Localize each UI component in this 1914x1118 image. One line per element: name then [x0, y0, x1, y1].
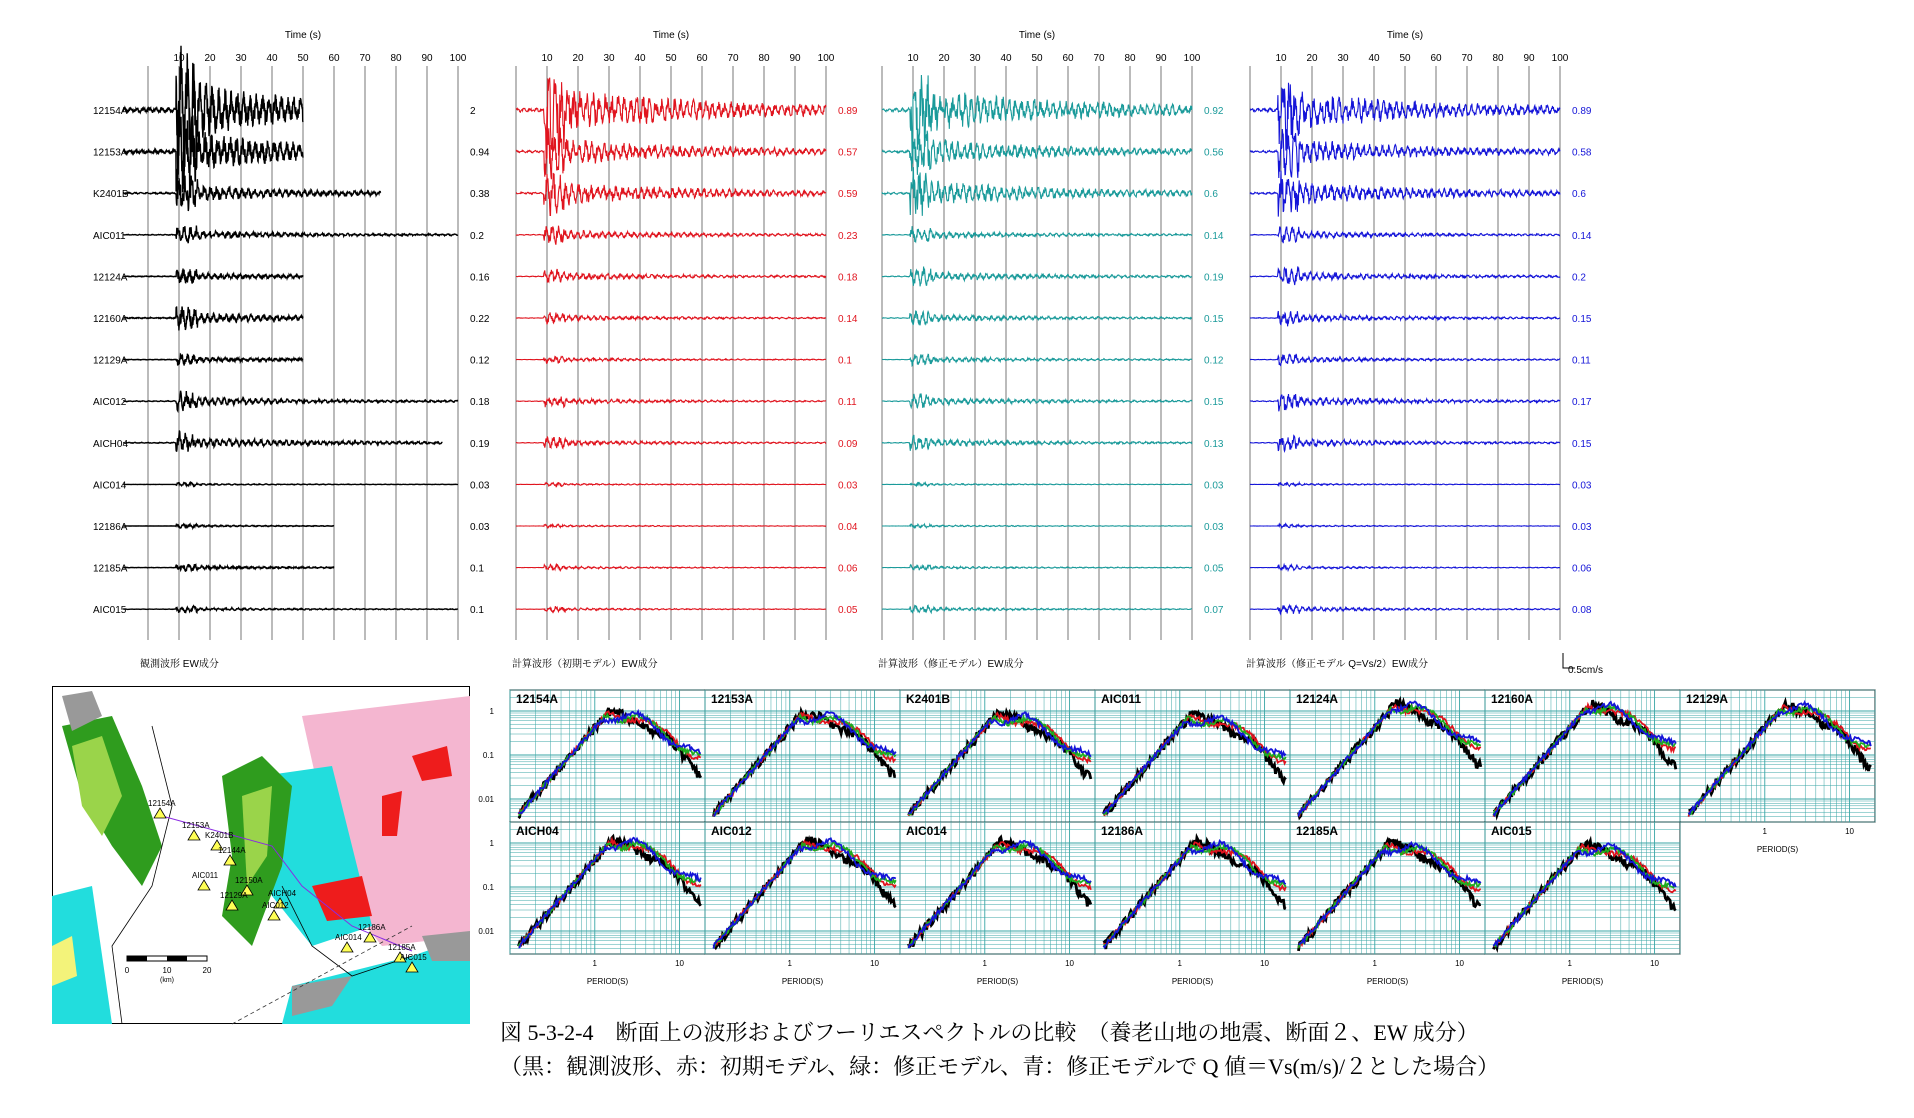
- station-label: 12129A: [93, 355, 128, 367]
- max-amplitude-label: 0.15: [1204, 397, 1224, 409]
- max-amplitude-label: 0.2: [1572, 272, 1586, 284]
- max-amplitude-label: 0.03: [838, 480, 858, 492]
- time-tick-label: 40: [1000, 53, 1012, 64]
- time-tick-label: 50: [1399, 53, 1411, 64]
- station-map: [52, 686, 470, 1024]
- time-tick-label: 50: [1031, 53, 1043, 64]
- time-tick-label: 30: [1337, 53, 1349, 64]
- waveform-trace: [123, 391, 458, 411]
- spectrum-panel: [1290, 690, 1485, 822]
- map-station-label: 12144A: [218, 846, 246, 855]
- max-amplitude-label: 0.03: [1204, 522, 1224, 533]
- time-tick-label: 80: [1492, 53, 1504, 64]
- panel-footer-label: 計算波形（初期モデル）EW成分: [512, 659, 658, 670]
- map-station-label: AIC014: [335, 933, 362, 942]
- max-amplitude-label: 0.89: [838, 106, 858, 117]
- spectrum-y-tick-label: 0.01: [478, 926, 494, 936]
- time-tick-label: 100: [1551, 53, 1569, 64]
- spectrum-x-tick-label: 10: [1260, 959, 1270, 968]
- spectrum-station-label: 12186A: [1101, 824, 1144, 838]
- time-tick-label: 80: [1124, 53, 1136, 64]
- spectrum-station-label: 12124A: [1296, 692, 1339, 706]
- time-axis-label: Time (s): [284, 30, 322, 41]
- spectrum-station-label: 12154A: [516, 692, 559, 706]
- time-tick-label: 60: [1430, 53, 1442, 64]
- station-label: 12186A: [93, 522, 128, 533]
- scale-unit-label: (km): [160, 977, 174, 984]
- spectrum-panel: [900, 690, 1095, 822]
- spectrum-x-tick-label: 10: [1845, 827, 1855, 836]
- time-tick-label: 60: [328, 53, 340, 64]
- waveform-panel-modified-model-q: [1246, 30, 1592, 670]
- max-amplitude-label: 0.18: [470, 397, 490, 409]
- max-amplitude-label: 0.03: [1572, 522, 1592, 533]
- waveform-panel-observed: [93, 30, 490, 670]
- spectrum-y-tick-label: 1: [489, 706, 494, 716]
- scale-bar-segment: [127, 956, 147, 961]
- spectrum-station-label: AIC012: [711, 824, 752, 838]
- time-tick-label: 20: [938, 53, 950, 64]
- waveform-trace: [123, 482, 458, 486]
- max-amplitude-label: 0.08: [1572, 605, 1592, 617]
- time-tick-label: 70: [1461, 53, 1473, 64]
- time-tick-label: 40: [266, 53, 278, 64]
- map-station-label: 12129A: [220, 891, 248, 900]
- time-axis-label: Time (s): [652, 30, 690, 41]
- time-tick-label: 10: [907, 53, 919, 64]
- scale-bar-label: 0.5cm/s: [1568, 665, 1604, 676]
- max-amplitude-label: 0.03: [470, 522, 490, 533]
- map-station-label: AIC015: [400, 953, 427, 962]
- time-tick-label: 20: [572, 53, 584, 64]
- spectrum-x-axis-label: PERIOD(S): [1171, 977, 1214, 986]
- max-amplitude-label: 0.23: [838, 230, 858, 242]
- panel-footer-label: 計算波形（修正モデル Q=Vs/2）EW成分: [1246, 659, 1429, 670]
- spectrum-station-label: 12153A: [711, 692, 754, 706]
- max-amplitude-label: 0.89: [1572, 106, 1592, 117]
- max-amplitude-label: 0.03: [1204, 480, 1224, 492]
- spectrum-y-tick-label: 0.01: [478, 794, 494, 804]
- spectrum-x-tick-label: 1: [787, 959, 793, 968]
- max-amplitude-label: 0.15: [1572, 438, 1592, 450]
- spectrum-y-tick-label: 1: [489, 838, 494, 848]
- spectrum-x-tick-label: 10: [1650, 959, 1660, 968]
- spectrum-panel: [1095, 822, 1290, 986]
- time-tick-label: 50: [665, 53, 677, 64]
- max-amplitude-label: 0.59: [838, 189, 858, 201]
- max-amplitude-label: 0.18: [838, 272, 858, 284]
- scale-tick-label: 20: [202, 966, 212, 975]
- station-label: 12153A: [93, 147, 128, 159]
- max-amplitude-label: 0.19: [470, 438, 490, 450]
- time-tick-label: 90: [421, 53, 433, 64]
- waveform-trace: [123, 306, 303, 330]
- time-tick-label: 90: [1155, 53, 1167, 64]
- waveform-trace: [123, 269, 303, 284]
- time-tick-label: 100: [449, 53, 467, 64]
- station-label: 12154A: [93, 106, 128, 117]
- spectrum-station-label: AIC014: [906, 824, 947, 838]
- time-tick-label: 10: [173, 53, 185, 64]
- max-amplitude-label: 0.11: [1572, 355, 1591, 367]
- station-label: 12160A: [93, 314, 128, 325]
- spectrum-station-label: AIC015: [1491, 824, 1532, 838]
- station-label: AIC011: [93, 230, 126, 242]
- spectrum-x-tick-label: 10: [870, 959, 880, 968]
- max-amplitude-label: 0.09: [838, 438, 858, 450]
- time-tick-label: 60: [696, 53, 708, 64]
- map-station-label: 12186A: [358, 923, 386, 932]
- spectrum-panel: [1485, 690, 1680, 822]
- max-amplitude-label: 0.05: [1204, 563, 1224, 575]
- max-amplitude-label: 0.1: [470, 563, 484, 575]
- time-tick-label: 60: [1062, 53, 1074, 64]
- time-tick-label: 90: [1523, 53, 1535, 64]
- spectrum-y-tick-label: 0.1: [482, 882, 494, 892]
- spectrum-station-label: 12129A: [1686, 692, 1729, 706]
- spectrum-x-tick-label: 1: [592, 959, 598, 968]
- spectrum-x-axis-label: PERIOD(S): [586, 977, 629, 986]
- time-tick-label: 10: [541, 53, 553, 64]
- map-station-label: K2401B: [205, 831, 234, 840]
- max-amplitude-label: 0.17: [1572, 397, 1592, 409]
- max-amplitude-label: 0.12: [470, 355, 490, 367]
- max-amplitude-label: 0.56: [1204, 147, 1224, 159]
- max-amplitude-label: 0.1: [838, 355, 852, 367]
- waveform-panel-initial-model: [512, 30, 858, 670]
- figure-caption-line2: （黒：観測波形、赤：初期モデル、緑：修正モデル、青：修正モデルで Q 値＝Vs(m/s)/２とした場合）: [500, 1054, 1500, 1079]
- spectrum-x-axis-label: PERIOD(S): [976, 977, 1019, 986]
- time-tick-label: 90: [789, 53, 801, 64]
- max-amplitude-label: 0.92: [1204, 106, 1224, 117]
- time-tick-label: 70: [359, 53, 371, 64]
- spectrum-station-label: AIC011: [1101, 692, 1142, 706]
- spectrum-panel: [1095, 690, 1290, 822]
- max-amplitude-label: 0.11: [838, 397, 857, 409]
- scale-tick-label: 10: [162, 966, 172, 975]
- waveform-trace: [123, 564, 334, 572]
- spectrum-x-tick-label: 10: [1455, 959, 1465, 968]
- spectrum-y-tick-label: 0.1: [482, 750, 494, 760]
- panel-footer-label: 観測波形 EW成分: [140, 659, 219, 670]
- spectrum-station-label: AICH04: [516, 824, 559, 838]
- station-label: 12185A: [93, 563, 128, 575]
- waveform-trace: [123, 524, 334, 528]
- time-tick-label: 40: [634, 53, 646, 64]
- max-amplitude-label: 0.04: [838, 522, 858, 533]
- max-amplitude-label: 0.06: [1572, 563, 1592, 575]
- spectrum-x-tick-label: 1: [982, 959, 988, 968]
- time-axis-label: Time (s): [1386, 30, 1424, 41]
- scale-bar-segment: [167, 956, 187, 961]
- panel-footer-label: 計算波形（修正モデル）EW成分: [878, 659, 1024, 670]
- time-tick-label: 80: [758, 53, 770, 64]
- max-amplitude-label: 0.15: [1572, 314, 1592, 325]
- time-tick-label: 70: [1093, 53, 1105, 64]
- waveform-trace: [123, 354, 303, 366]
- scale-tick-label: 0: [124, 966, 130, 975]
- spectrum-panel: [1290, 822, 1485, 986]
- station-label: K2401B: [93, 189, 129, 201]
- time-tick-label: 80: [390, 53, 402, 64]
- map-station-label: AIC011: [192, 871, 219, 880]
- waveform-trace: [123, 431, 442, 452]
- time-tick-label: 100: [1183, 53, 1201, 64]
- spectrum-x-axis-label: PERIOD(S): [1366, 977, 1409, 986]
- map-station-label: 12185A: [388, 943, 416, 952]
- time-tick-label: 30: [969, 53, 981, 64]
- max-amplitude-label: 0.14: [838, 314, 858, 325]
- spectrum-x-axis-label: PERIOD(S): [1561, 977, 1604, 986]
- spectrum-station-label: 12185A: [1296, 824, 1339, 838]
- spectrum-x-tick-label: 1: [1177, 959, 1183, 968]
- max-amplitude-label: 0.14: [1204, 230, 1224, 242]
- time-tick-label: 70: [727, 53, 739, 64]
- spectrum-station-label: K2401B: [906, 692, 951, 706]
- station-label: AIC014: [93, 480, 127, 492]
- max-amplitude-label: 0.07: [1204, 605, 1224, 617]
- spectrum-x-tick-label: 1: [1762, 827, 1768, 836]
- time-tick-label: 20: [1306, 53, 1318, 64]
- max-amplitude-label: 0.6: [1204, 189, 1218, 201]
- station-label: AIC012: [93, 397, 127, 409]
- fourier-spectra: [480, 686, 1914, 1006]
- spectrum-panel: [1680, 690, 1875, 854]
- time-axis-label: Time (s): [1018, 30, 1056, 41]
- max-amplitude-label: 0.58: [1572, 147, 1592, 159]
- max-amplitude-label: 0.13: [1204, 438, 1224, 450]
- time-tick-label: 20: [204, 53, 216, 64]
- station-label: 12124A: [93, 272, 128, 284]
- max-amplitude-label: 0.14: [1572, 230, 1592, 242]
- spectrum-station-label: 12160A: [1491, 692, 1534, 706]
- spectrum-x-tick-label: 1: [1567, 959, 1573, 968]
- waveform-trace: [123, 112, 303, 195]
- map-station-label: 12153A: [182, 821, 210, 830]
- time-tick-label: 50: [297, 53, 309, 64]
- waveform-trace: [123, 226, 458, 244]
- spectrum-panel: [1485, 822, 1680, 986]
- map-station-label: AIC012: [262, 901, 289, 910]
- time-tick-label: 40: [1368, 53, 1380, 64]
- amplitude-scale-bar: [1563, 653, 1603, 676]
- time-tick-label: 30: [235, 53, 247, 64]
- spectrum-panel: [478, 690, 705, 822]
- time-tick-label: 10: [1275, 53, 1287, 64]
- spectrum-panel: [478, 822, 705, 986]
- time-tick-label: 100: [817, 53, 835, 64]
- max-amplitude-label: 0.57: [838, 147, 858, 159]
- map-station-label: AICH04: [268, 889, 297, 898]
- figure-caption-line1: 図 5-3-2-4 断面上の波形およびフーリエスペクトルの比較 （養老山地の地震、断面２、EW 成分）: [500, 1020, 1479, 1045]
- spectrum-panel: [900, 822, 1095, 986]
- waveform-trace: [123, 606, 458, 613]
- max-amplitude-label: 0.03: [470, 480, 490, 492]
- max-amplitude-label: 0.19: [1204, 272, 1224, 284]
- time-tick-label: 30: [603, 53, 615, 64]
- max-amplitude-label: 0.16: [470, 272, 490, 284]
- max-amplitude-label: 0.38: [470, 189, 490, 201]
- spectrum-x-tick-label: 10: [1065, 959, 1075, 968]
- max-amplitude-label: 0.12: [1204, 355, 1224, 367]
- spectrum-x-tick-label: 1: [1372, 959, 1378, 968]
- max-amplitude-label: 0.22: [470, 314, 490, 325]
- spectrum-x-axis-label: PERIOD(S): [1756, 845, 1799, 854]
- station-label: AICH04: [93, 438, 129, 450]
- waveform-trace: [123, 176, 380, 211]
- waveform-panel-modified-model: [878, 30, 1224, 670]
- max-amplitude-label: 0.03: [1572, 480, 1592, 492]
- spectrum-panel: [705, 690, 900, 822]
- max-amplitude-label: 2: [470, 106, 476, 117]
- spectrum-panel: [705, 822, 900, 986]
- max-amplitude-label: 0.1: [470, 605, 484, 617]
- spectrum-x-axis-label: PERIOD(S): [781, 977, 824, 986]
- max-amplitude-label: 0.2: [470, 230, 484, 242]
- max-amplitude-label: 0.6: [1572, 189, 1586, 201]
- max-amplitude-label: 0.06: [838, 563, 858, 575]
- max-amplitude-label: 0.94: [470, 147, 490, 159]
- max-amplitude-label: 0.05: [838, 605, 858, 617]
- station-label: AIC015: [93, 605, 127, 617]
- map-station-label: 12154A: [148, 799, 176, 808]
- max-amplitude-label: 0.15: [1204, 314, 1224, 325]
- map-station-label: 12150A: [235, 876, 263, 885]
- spectrum-x-tick-label: 10: [675, 959, 685, 968]
